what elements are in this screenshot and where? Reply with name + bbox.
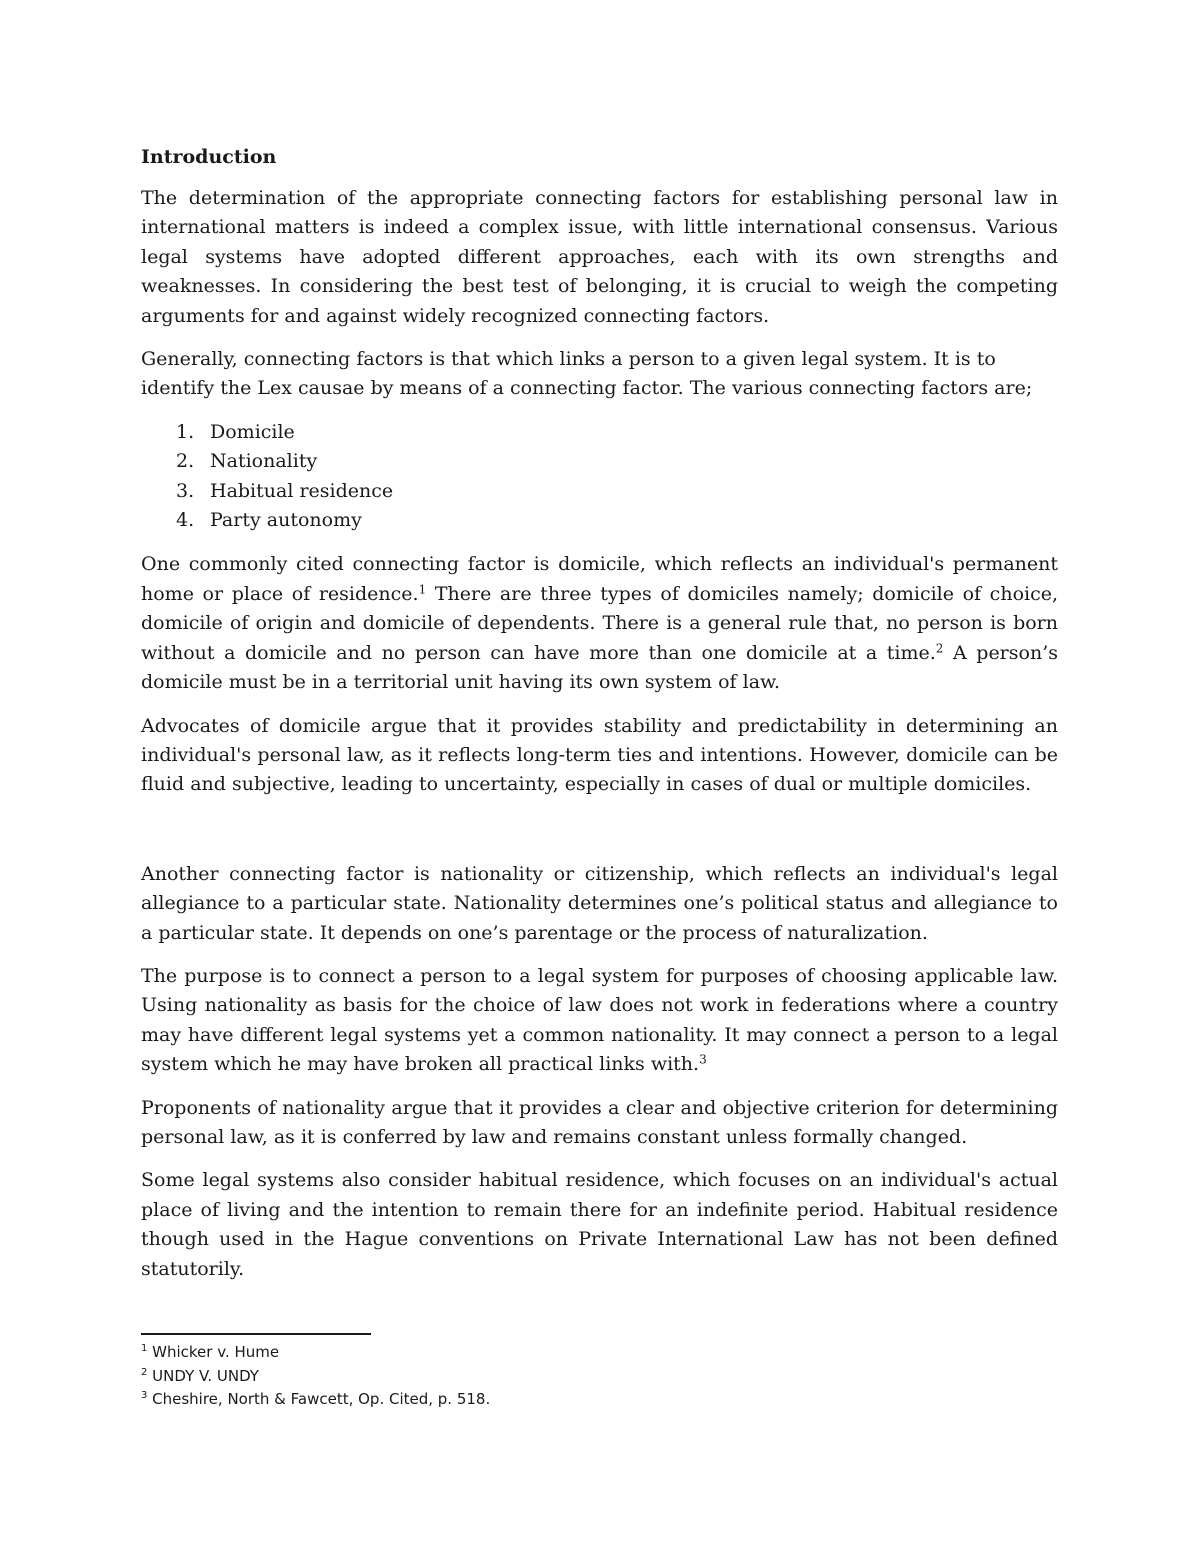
paragraph-connecting-factors: Generally, connecting factors is that which links a person to a given legal system. It is to identify the Lex causae by means of a connecting factor. The various connecting factors are; bbox=[141, 348, 1033, 400]
footnote-text: Cheshire, North & Fawcett, Op. Cited, p. 518. bbox=[147, 1390, 491, 1408]
list-item-label: Nationality bbox=[210, 450, 318, 473]
paragraph-nationality-purpose bbox=[141, 962, 1058, 1080]
paragraph-nationality-proponents: Proponents of nationality argue that it provides a clear and objective criterion for determining personal law, as it is conferred by law and remains constant unless formally changed. bbox=[141, 1096, 1058, 1148]
footnote-number: 3 bbox=[141, 1390, 148, 1401]
footnote-text: Whicker v. Hume bbox=[147, 1343, 280, 1361]
footnotes bbox=[141, 1333, 1058, 1412]
footnote-item bbox=[141, 1388, 1058, 1412]
footnote-number: 1 bbox=[141, 1343, 148, 1354]
list-item bbox=[141, 477, 1058, 506]
paragraph-domicile-part-2: There are three types of domiciles namely; domicile of choice, domicile of origin and domicile of dependents. There is a general rule that, no person is born without a domicile and no person can have more than one domicile at a time. bbox=[141, 582, 1059, 664]
paragraph-habitual-residence: Some legal systems also consider habitual residence, which focuses on an individual's actual place of living and the intention to remain there for an indefinite period. Habitual residence though used in the Hague conventions on Private International Law has not been defined statutorily. bbox=[141, 1169, 1058, 1280]
paragraph-intro: The determination of the appropriate connecting factors for establishing personal law in international matters is indeed a complex issue, with little international consensus. Various legal systems have adopted different approaches, each with its own strengths and weaknesses. In considering the best test of belonging, it is crucial to weigh the competing arguments for and against widely recognized connecting factors. bbox=[141, 187, 1058, 327]
footnote-item bbox=[141, 1341, 1058, 1365]
paragraph-nationality: Another connecting factor is nationality or citizenship, which reflects an individual's legal allegiance to a particular state. Nationality determines one’s political status and allegiance to a particular state. It depends on one’s parentage or the process of naturalization. bbox=[141, 862, 1058, 944]
paragraph-domicile-advocates: Advocates of domicile argue that it provides stability and predictability in determining an individual's personal law, as it reflects long-term ties and intentions. However, domicile can be fluid and subjective, leading to uncertainty, especially in cases of dual or multiple domiciles. bbox=[141, 714, 1058, 796]
footnote-ref-3[interactable]: 3 bbox=[699, 1052, 707, 1067]
list-item bbox=[141, 447, 1058, 476]
paragraph-domicile-part-3: A person’s domicile must be in a territorial unit having its own system of law. bbox=[141, 641, 1058, 694]
paragraph-domicile bbox=[141, 550, 1058, 697]
footnote-separator bbox=[141, 1333, 371, 1335]
section-heading: Introduction bbox=[141, 146, 277, 168]
footnote-ref-2[interactable]: 2 bbox=[935, 641, 944, 656]
footnote-text: UNDY V. UNDY bbox=[147, 1366, 259, 1385]
paragraph-nationality-purpose-text: The purpose is to connect a person to a legal system for purposes of choosing applicable law. Using nationality as basis for the choice of law does not work in federations where a country may have different legal systems yet a common nationality. It may connect a person to a legal system which he may have broken all practical links with. bbox=[141, 964, 1058, 1076]
list-item-number: 1. bbox=[176, 420, 195, 443]
list-item bbox=[141, 418, 1058, 447]
blank-line bbox=[141, 814, 1058, 860]
footnote-item bbox=[141, 1365, 1058, 1389]
list-item bbox=[141, 506, 1058, 535]
list-item-number: 3. bbox=[176, 479, 195, 502]
list-item-label: Domicile bbox=[210, 420, 295, 443]
footnote-ref-1[interactable]: 1 bbox=[418, 582, 427, 597]
list-item-label: Party autonomy bbox=[210, 509, 362, 532]
list-item-number: 2. bbox=[176, 450, 195, 473]
list-item-label: Habitual residence bbox=[210, 479, 394, 502]
connecting-factors-list bbox=[141, 418, 1058, 536]
paragraph-domicile-part-1: One commonly cited connecting factor is domicile, which reflects an individual's permanent home or place of residence. bbox=[141, 553, 1058, 605]
document-body bbox=[141, 143, 1058, 1298]
footnote-number: 2 bbox=[141, 1366, 148, 1378]
list-item-number: 4. bbox=[176, 509, 195, 532]
